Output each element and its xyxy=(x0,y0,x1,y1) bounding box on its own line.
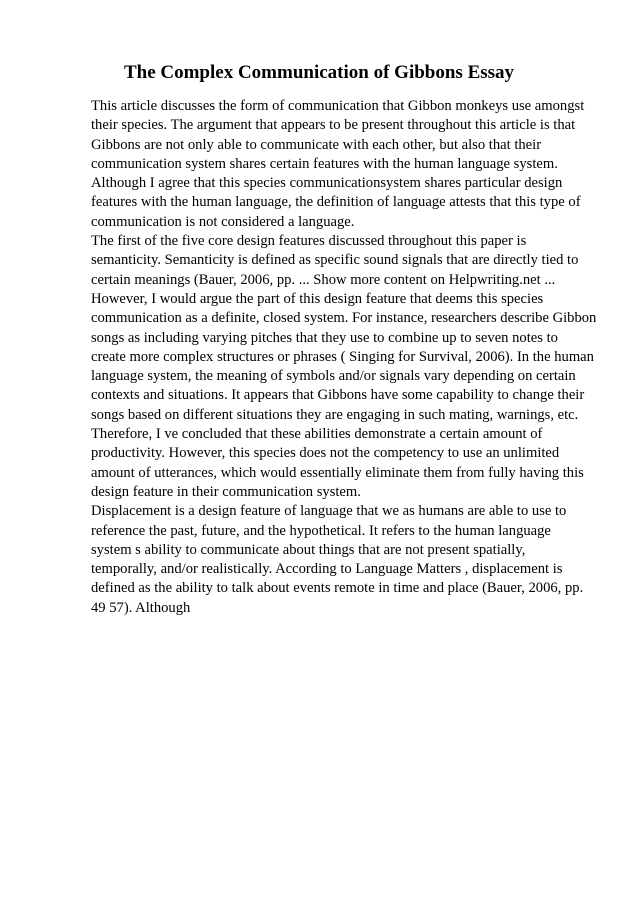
body-line: create more complex structures or phrases ( Singing for Survival, 2006). In the human xyxy=(91,348,594,365)
body-line: communication as a definite, closed system. For instance, researchers describe Gibbon xyxy=(91,310,597,327)
body-line: However, I would argue the part of this design feature that deems this species xyxy=(91,290,544,307)
body-line: The first of the five core design features discussed throughout this paper is xyxy=(91,233,527,250)
body-line: temporally, and/or realistically. According to Language Matters , displacement is xyxy=(91,561,563,578)
body-line: communication system shares certain features with the human language system. xyxy=(91,155,558,172)
body-line: features with the human language, the definition of language attests that this type of xyxy=(91,194,581,211)
body-line: semanticity. Semanticity is defined as specific sound signals that are directly tied to xyxy=(91,252,579,269)
body-line: certain meanings (Bauer, 2006, pp. ... Show more content on Helpwriting.net ... xyxy=(91,271,556,288)
body-line: 49 57). Although xyxy=(91,599,191,616)
body-line: design feature in their communication system. xyxy=(91,483,361,500)
body-line: contexts and situations. It appears that Gibbons have some capability to change their xyxy=(91,387,585,404)
body-line: songs as including varying pitches that they use to combine up to seven notes to xyxy=(91,329,558,346)
body-line: productivity. However, this species does not the competency to use an unlimited xyxy=(91,445,560,462)
body-line: This article discusses the form of communication that Gibbon monkeys use amongst xyxy=(91,98,585,114)
body-line: Displacement is a design feature of language that we as humans are able to use to xyxy=(91,503,567,520)
body-line: Although I agree that this species communicationsystem shares particular design xyxy=(91,175,563,192)
body-line: defined as the ability to talk about events remote in time and place (Bauer, 2006, pp. xyxy=(91,580,584,597)
document-title: The Complex Communication of Gibbons Essay xyxy=(123,62,515,83)
body-line: Gibbons are not only able to communicate with each other, but also that their xyxy=(91,136,542,153)
body-line: amount of utterances, which would essentially eliminate them from fully having this xyxy=(91,464,584,481)
body-line: system s ability to communicate about things that are not present spatially, xyxy=(91,541,526,558)
body-line: songs based on different situations they are engaging in such mating, warnings, etc. xyxy=(91,406,579,423)
body-line: language system, the meaning of symbols and/or signals vary depending on certain xyxy=(91,368,576,385)
body-line: reference the past, future, and the hypothetical. It refers to the human language xyxy=(91,522,551,539)
body-line: communication is not considered a language. xyxy=(91,213,355,230)
document-body xyxy=(91,97,611,618)
body-line: Therefore, I ve concluded that these abilities demonstrate a certain amount of xyxy=(91,426,543,443)
body-line: their species. The argument that appears to be present throughout this article is that xyxy=(91,117,576,134)
